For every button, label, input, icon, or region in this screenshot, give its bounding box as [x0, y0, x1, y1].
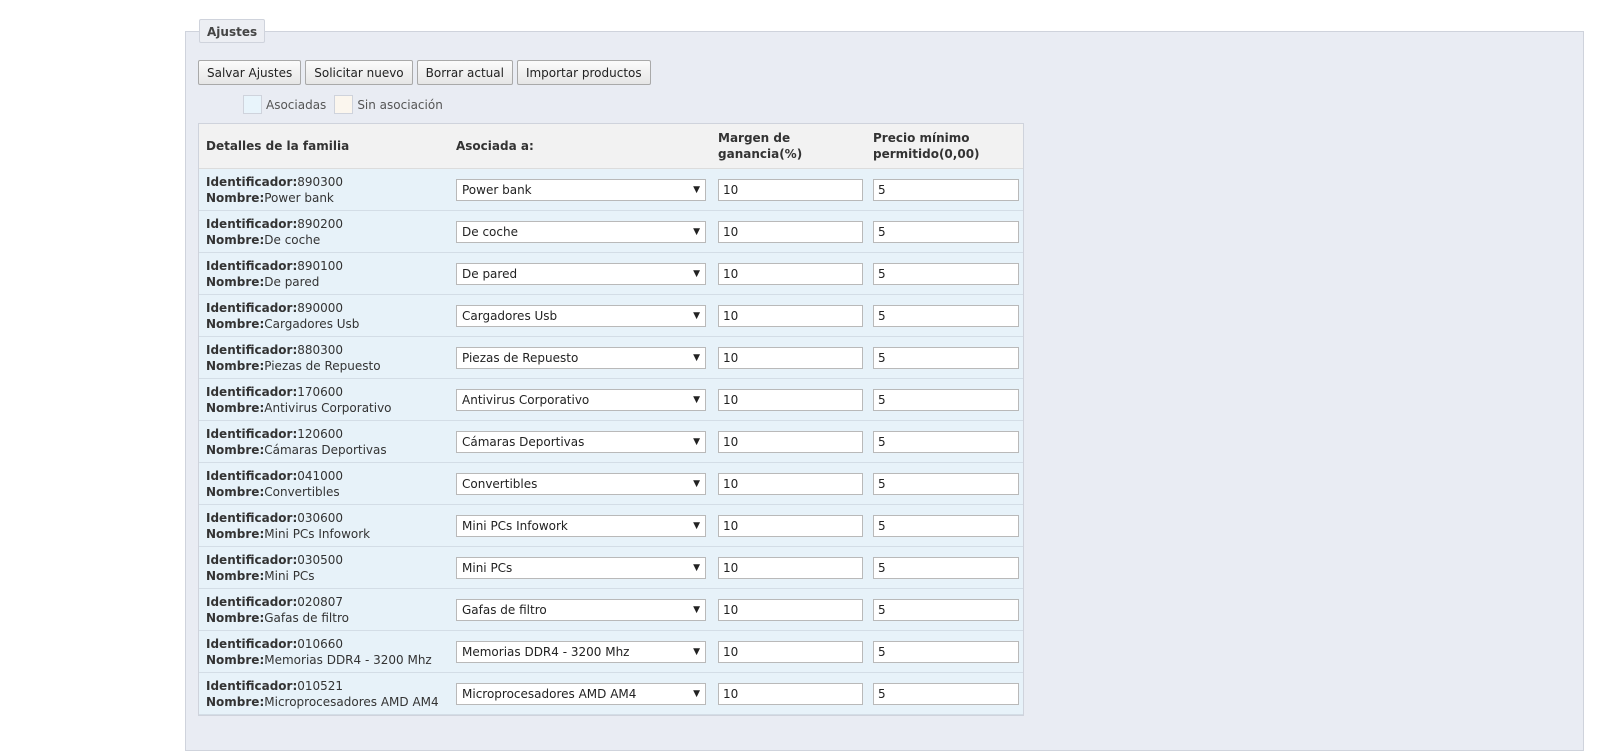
family-name: Antivirus Corporativo — [264, 400, 392, 415]
margin-cell — [711, 515, 866, 537]
margin-input[interactable] — [718, 347, 863, 369]
min-price-input[interactable] — [873, 347, 1019, 369]
min-price-cell — [866, 683, 1023, 705]
associated-select[interactable] — [456, 347, 706, 369]
id-label: Identificador: — [206, 678, 298, 693]
margin-cell — [711, 179, 866, 201]
id-label: Identificador: — [206, 174, 298, 189]
table-row — [199, 337, 1023, 379]
min-price-input[interactable] — [873, 179, 1019, 201]
associated-cell — [449, 641, 711, 663]
name-label: Nombre: — [206, 400, 265, 415]
name-label: Nombre: — [206, 694, 265, 709]
associated-select[interactable] — [456, 557, 706, 579]
associated-cell — [449, 431, 711, 453]
associated-swatch — [243, 95, 262, 114]
id-label: Identificador: — [206, 426, 298, 441]
margin-cell — [711, 221, 866, 243]
chevron-down-icon: ▼ — [693, 688, 700, 699]
family-id: 890300 — [297, 174, 344, 189]
margin-input[interactable] — [718, 305, 863, 327]
family-name: Piezas de Repuesto — [264, 358, 381, 373]
header-margin: Margen de ganancia(%) — [718, 131, 803, 161]
associated-select-value: De pared — [462, 266, 518, 281]
toolbar — [198, 60, 651, 85]
margin-cell — [711, 641, 866, 663]
associated-select[interactable] — [456, 221, 706, 243]
family-id: 030500 — [297, 552, 344, 567]
margin-cell — [711, 389, 866, 411]
family-name: Memorias DDR4 - 3200 Mhz — [264, 652, 432, 667]
associated-cell — [449, 389, 711, 411]
associated-cell — [449, 599, 711, 621]
associated-cell — [449, 263, 711, 285]
min-price-input[interactable] — [873, 305, 1019, 327]
family-details — [199, 342, 449, 374]
family-details — [199, 552, 449, 584]
associated-select[interactable] — [456, 515, 706, 537]
name-label: Nombre: — [206, 316, 265, 331]
associated-select-value: Convertibles — [462, 476, 538, 491]
id-label: Identificador: — [206, 468, 298, 483]
name-label: Nombre: — [206, 484, 265, 499]
family-name: Gafas de filtro — [264, 610, 349, 625]
family-id: 010660 — [297, 636, 344, 651]
chevron-down-icon: ▼ — [693, 310, 700, 321]
chevron-down-icon: ▼ — [693, 394, 700, 405]
name-label: Nombre: — [206, 526, 265, 541]
min-price-input[interactable] — [873, 641, 1019, 663]
associated-select[interactable] — [456, 641, 706, 663]
min-price-cell — [866, 641, 1023, 663]
family-id: 041000 — [297, 468, 344, 483]
table-row — [199, 421, 1023, 463]
id-label: Identificador: — [206, 552, 298, 567]
chevron-down-icon: ▼ — [693, 268, 700, 279]
family-id: 010521 — [297, 678, 344, 693]
margin-input[interactable] — [718, 557, 863, 579]
chevron-down-icon: ▼ — [693, 436, 700, 447]
chevron-down-icon: ▼ — [693, 226, 700, 237]
family-details — [199, 594, 449, 626]
associated-select-value: Memorias DDR4 - 3200 Mhz — [462, 644, 630, 659]
table-row — [199, 211, 1023, 253]
name-label: Nombre: — [206, 232, 265, 247]
associated-select-value: Gafas de filtro — [462, 602, 547, 617]
family-id: 020807 — [297, 594, 344, 609]
associated-select-value: Cámaras Deportivas — [462, 434, 585, 449]
id-label: Identificador: — [206, 636, 298, 651]
associated-select[interactable] — [456, 305, 706, 327]
associated-cell — [449, 515, 711, 537]
min-price-cell — [866, 221, 1023, 243]
associated-select[interactable] — [456, 473, 706, 495]
associated-cell — [449, 305, 711, 327]
margin-input[interactable] — [718, 221, 863, 243]
name-label: Nombre: — [206, 568, 265, 583]
associated-cell — [449, 557, 711, 579]
chevron-down-icon: ▼ — [693, 562, 700, 573]
min-price-cell — [866, 473, 1023, 495]
import-products-button[interactable]: Importar productos — [517, 60, 651, 85]
table-row — [199, 673, 1023, 715]
id-label: Identificador: — [206, 384, 298, 399]
id-label: Identificador: — [206, 594, 298, 609]
table-row — [199, 379, 1023, 421]
family-name: Microprocesadores AMD AM4 — [264, 694, 439, 709]
family-name: De coche — [264, 232, 321, 247]
family-details — [199, 510, 449, 542]
margin-cell — [711, 305, 866, 327]
not-associated-label: Sin asociación — [357, 97, 443, 112]
margin-cell — [711, 473, 866, 495]
margin-cell — [711, 599, 866, 621]
id-label: Identificador: — [206, 342, 298, 357]
min-price-input[interactable] — [873, 221, 1019, 243]
margin-cell — [711, 557, 866, 579]
margin-cell — [711, 431, 866, 453]
table-row — [199, 589, 1023, 631]
min-price-input[interactable] — [873, 599, 1019, 621]
header-min-price: Precio mínimo permitido(0,00) — [873, 131, 980, 161]
min-price-input[interactable] — [873, 263, 1019, 285]
family-details — [199, 636, 449, 668]
id-label: Identificador: — [206, 258, 298, 273]
family-details — [199, 174, 449, 206]
margin-cell — [711, 347, 866, 369]
min-price-input[interactable] — [873, 389, 1019, 411]
id-label: Identificador: — [206, 510, 298, 525]
min-price-cell — [866, 431, 1023, 453]
family-details — [199, 384, 449, 416]
associated-select[interactable] — [456, 599, 706, 621]
name-label: Nombre: — [206, 442, 265, 457]
margin-cell — [711, 263, 866, 285]
margin-input[interactable] — [718, 263, 863, 285]
name-label: Nombre: — [206, 652, 265, 667]
table-row — [199, 505, 1023, 547]
family-id: 170600 — [297, 384, 344, 399]
margin-input[interactable] — [718, 431, 863, 453]
associated-cell — [449, 347, 711, 369]
associated-select[interactable] — [456, 263, 706, 285]
min-price-cell — [866, 389, 1023, 411]
associated-select[interactable] — [456, 389, 706, 411]
min-price-cell — [866, 179, 1023, 201]
name-label: Nombre: — [206, 190, 265, 205]
color-legend — [243, 95, 445, 114]
table-row — [199, 253, 1023, 295]
delete-current-button[interactable]: Borrar actual — [417, 60, 513, 85]
min-price-input[interactable] — [873, 515, 1019, 537]
family-details — [199, 678, 449, 710]
family-name: Mini PCs — [264, 568, 315, 583]
min-price-input[interactable] — [873, 557, 1019, 579]
margin-input[interactable] — [718, 473, 863, 495]
family-details — [199, 300, 449, 332]
family-id: 890200 — [297, 216, 344, 231]
margin-input[interactable] — [718, 641, 863, 663]
associated-cell — [449, 221, 711, 243]
table-header — [199, 124, 1023, 169]
chevron-down-icon: ▼ — [693, 646, 700, 657]
margin-input[interactable] — [718, 683, 863, 705]
associated-select-value: Antivirus Corporativo — [462, 392, 590, 407]
request-new-button[interactable]: Solicitar nuevo — [305, 60, 412, 85]
family-id: 890000 — [297, 300, 344, 315]
associated-select-value: Microprocesadores AMD AM4 — [462, 686, 637, 701]
associated-select-value: Cargadores Usb — [462, 308, 558, 323]
min-price-cell — [866, 305, 1023, 327]
min-price-input[interactable] — [873, 473, 1019, 495]
min-price-cell — [866, 557, 1023, 579]
family-name: Cámaras Deportivas — [264, 442, 387, 457]
id-label: Identificador: — [206, 300, 298, 315]
fieldset-legend: Ajustes — [199, 19, 265, 43]
table-body — [199, 169, 1023, 715]
margin-input[interactable] — [718, 515, 863, 537]
family-id: 880300 — [297, 342, 344, 357]
name-label: Nombre: — [206, 358, 265, 373]
associated-select-value: Mini PCs — [462, 560, 513, 575]
margin-input[interactable] — [718, 179, 863, 201]
min-price-input[interactable] — [873, 431, 1019, 453]
associated-label: Asociadas — [266, 97, 327, 112]
associated-select-value: Power bank — [462, 182, 532, 197]
associated-select-value: Piezas de Repuesto — [462, 350, 579, 365]
chevron-down-icon: ▼ — [693, 520, 700, 531]
family-id: 120600 — [297, 426, 344, 441]
table-row — [199, 631, 1023, 673]
associated-cell — [449, 683, 711, 705]
associated-select[interactable] — [456, 179, 706, 201]
min-price-cell — [866, 347, 1023, 369]
name-label: Nombre: — [206, 610, 265, 625]
associated-select-value: Mini PCs Infowork — [462, 518, 568, 533]
family-details — [199, 216, 449, 248]
family-name: Mini PCs Infowork — [264, 526, 371, 541]
associated-select[interactable] — [456, 431, 706, 453]
min-price-cell — [866, 599, 1023, 621]
chevron-down-icon: ▼ — [693, 184, 700, 195]
family-details — [199, 426, 449, 458]
family-details — [199, 468, 449, 500]
table-row — [199, 169, 1023, 211]
family-details — [199, 258, 449, 290]
family-mapping-table — [198, 123, 1024, 716]
table-row — [199, 463, 1023, 505]
margin-input[interactable] — [718, 599, 863, 621]
associated-cell — [449, 179, 711, 201]
family-name: Cargadores Usb — [264, 316, 360, 331]
save-settings-button[interactable]: Salvar Ajustes — [198, 60, 301, 85]
family-name: De pared — [264, 274, 320, 289]
min-price-input[interactable] — [873, 683, 1019, 705]
min-price-cell — [866, 263, 1023, 285]
associated-select-value: De coche — [462, 224, 518, 239]
family-name: Convertibles — [264, 484, 340, 499]
id-label: Identificador: — [206, 216, 298, 231]
associated-cell — [449, 473, 711, 495]
chevron-down-icon: ▼ — [693, 604, 700, 615]
associated-select[interactable] — [456, 683, 706, 705]
header-details: Detalles de la familia — [206, 139, 350, 153]
family-id: 030600 — [297, 510, 344, 525]
name-label: Nombre: — [206, 274, 265, 289]
table-row — [199, 295, 1023, 337]
chevron-down-icon: ▼ — [693, 352, 700, 363]
min-price-cell — [866, 515, 1023, 537]
margin-cell — [711, 683, 866, 705]
table-row — [199, 547, 1023, 589]
family-name: Power bank — [264, 190, 334, 205]
chevron-down-icon: ▼ — [693, 478, 700, 489]
header-associated: Asociada a: — [456, 139, 534, 153]
margin-input[interactable] — [718, 389, 863, 411]
not-associated-swatch — [334, 95, 353, 114]
family-id: 890100 — [297, 258, 344, 273]
